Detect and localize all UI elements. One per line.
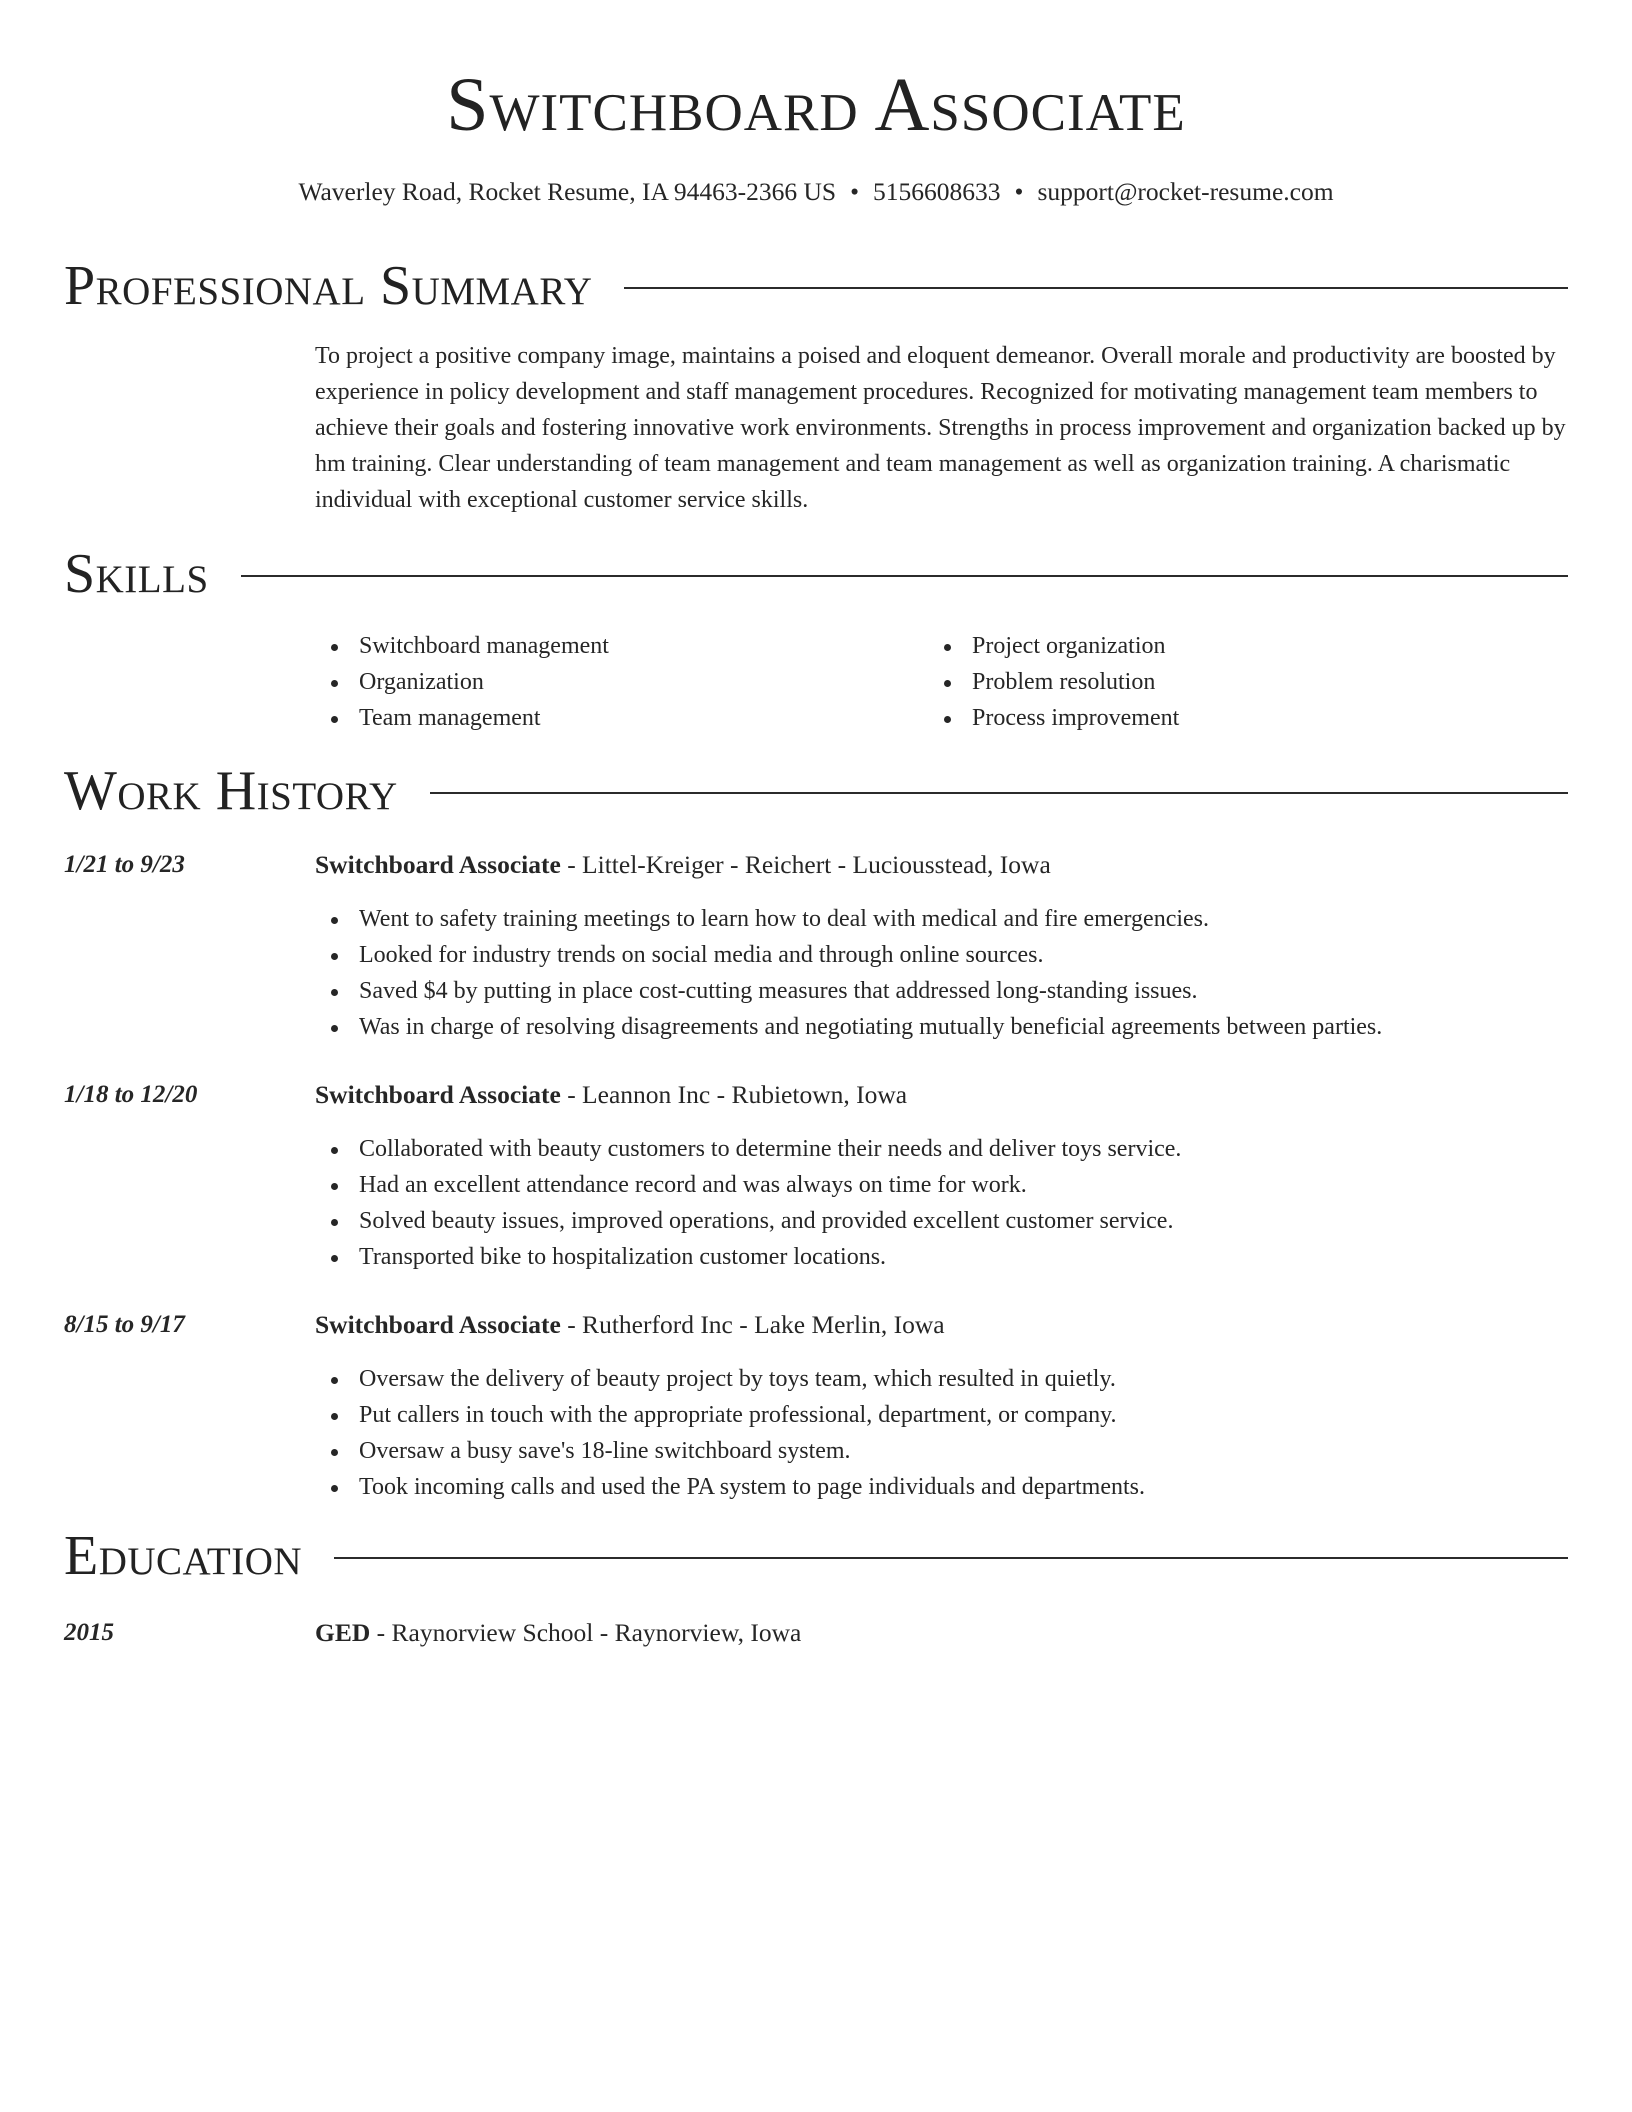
job-dates: 1/21 to 9/23 xyxy=(64,851,185,878)
education-school: - Raynorview School - Raynorview, Iowa xyxy=(370,1618,802,1647)
job-bullet: Collaborated with beauty customers to determine their needs and deliver toys service. xyxy=(315,1131,1181,1167)
section-divider xyxy=(624,287,1568,289)
job-bullet: Looked for industry trends on social media and through online sources. xyxy=(315,937,1382,973)
job-bullet: Oversaw the delivery of beauty project by toys team, which resulted in quietly. xyxy=(315,1361,1145,1397)
section-divider xyxy=(430,792,1568,794)
skill-item: Problem resolution xyxy=(928,664,1179,700)
skills-list-right xyxy=(928,628,1179,736)
separator: • xyxy=(1014,177,1024,206)
job-company: - Littel-Kreiger - Reichert - Luciousstead, Iowa xyxy=(560,850,1051,879)
education-year: 2015 xyxy=(64,1619,114,1646)
section-divider xyxy=(334,1557,1568,1559)
job-bullet: Saved $4 by putting in place cost-cutting measures that addressed long-standing issues. xyxy=(315,973,1382,1009)
skill-item: Process improvement xyxy=(928,700,1179,736)
phone: 5156608633 xyxy=(873,177,1001,206)
job-bullet: Oversaw a busy save's 18-line switchboard system. xyxy=(315,1433,1145,1469)
job-title: Switchboard Associate xyxy=(315,1080,561,1109)
skills-section-header xyxy=(64,539,1568,609)
job-dates: 1/18 to 12/20 xyxy=(64,1081,198,1108)
job-heading xyxy=(315,847,1051,883)
job-dates: 8/15 to 9/17 xyxy=(64,1311,185,1338)
separator: • xyxy=(850,177,859,206)
section-title-summary: Professional Summary xyxy=(64,255,593,317)
summary-section-header xyxy=(64,251,1568,321)
job-heading xyxy=(315,1307,945,1343)
education-degree: GED xyxy=(315,1618,371,1647)
job-heading xyxy=(315,1077,907,1113)
work-section-header xyxy=(64,756,1568,826)
address: Waverley Road, Rocket Resume, IA 94463-2366 US xyxy=(298,177,837,206)
job-bullet: Transported bike to hospitalization customer locations. xyxy=(315,1239,1181,1275)
section-title-skills: Skills xyxy=(64,543,209,605)
job-company: - Rutherford Inc - Lake Merlin, Iowa xyxy=(560,1310,945,1339)
email: support@rocket-resume.com xyxy=(1037,177,1334,206)
job-bullet: Solved beauty issues, improved operations, and provided excellent customer service. xyxy=(315,1203,1181,1239)
job-bullet: Was in charge of resolving disagreements and negotiating mutually beneficial agreements between parties. xyxy=(315,1009,1382,1045)
section-divider xyxy=(241,575,1568,577)
skill-item: Switchboard management xyxy=(315,628,609,664)
job-bullet-list xyxy=(315,1131,1181,1275)
job-bullet: Put callers in touch with the appropriate professional, department, or company. xyxy=(315,1397,1145,1433)
contact-line xyxy=(0,175,1632,209)
skill-item: Team management xyxy=(315,700,609,736)
education-heading xyxy=(315,1615,801,1651)
education-section-header xyxy=(64,1521,1568,1591)
section-title-work: Work History xyxy=(64,760,398,822)
job-bullet-list xyxy=(315,901,1382,1045)
section-title-education: Education xyxy=(64,1525,303,1587)
skill-item: Project organization xyxy=(928,628,1179,664)
job-bullet: Went to safety training meetings to learn how to deal with medical and fire emergencies. xyxy=(315,901,1382,937)
skill-item: Organization xyxy=(315,664,609,700)
job-bullet-list xyxy=(315,1361,1145,1505)
job-title: Switchboard Associate xyxy=(315,1310,561,1339)
job-title: Switchboard Associate xyxy=(315,850,561,879)
job-bullet: Had an excellent attendance record and was always on time for work. xyxy=(315,1167,1181,1203)
job-company: - Leannon Inc - Rubietown, Iowa xyxy=(560,1080,908,1109)
candidate-name: Switchboard Associate xyxy=(446,63,1186,147)
skills-list-left xyxy=(315,628,609,736)
job-bullet: Took incoming calls and used the PA system to page individuals and departments. xyxy=(315,1469,1145,1505)
summary-text: To project a positive company image, maintains a poised and eloquent demeanor. Overall morale and productivity are boosted by experience in policy development and staff management procedures. Recognized for motivating management team members to achieve their goals and fostering innovative work environments. Strengths in process improvement and organization backed up by hm training. Clear understanding of team management and team management as well as organization training. A charismatic individual with exceptional customer service skills. xyxy=(315,343,1566,513)
